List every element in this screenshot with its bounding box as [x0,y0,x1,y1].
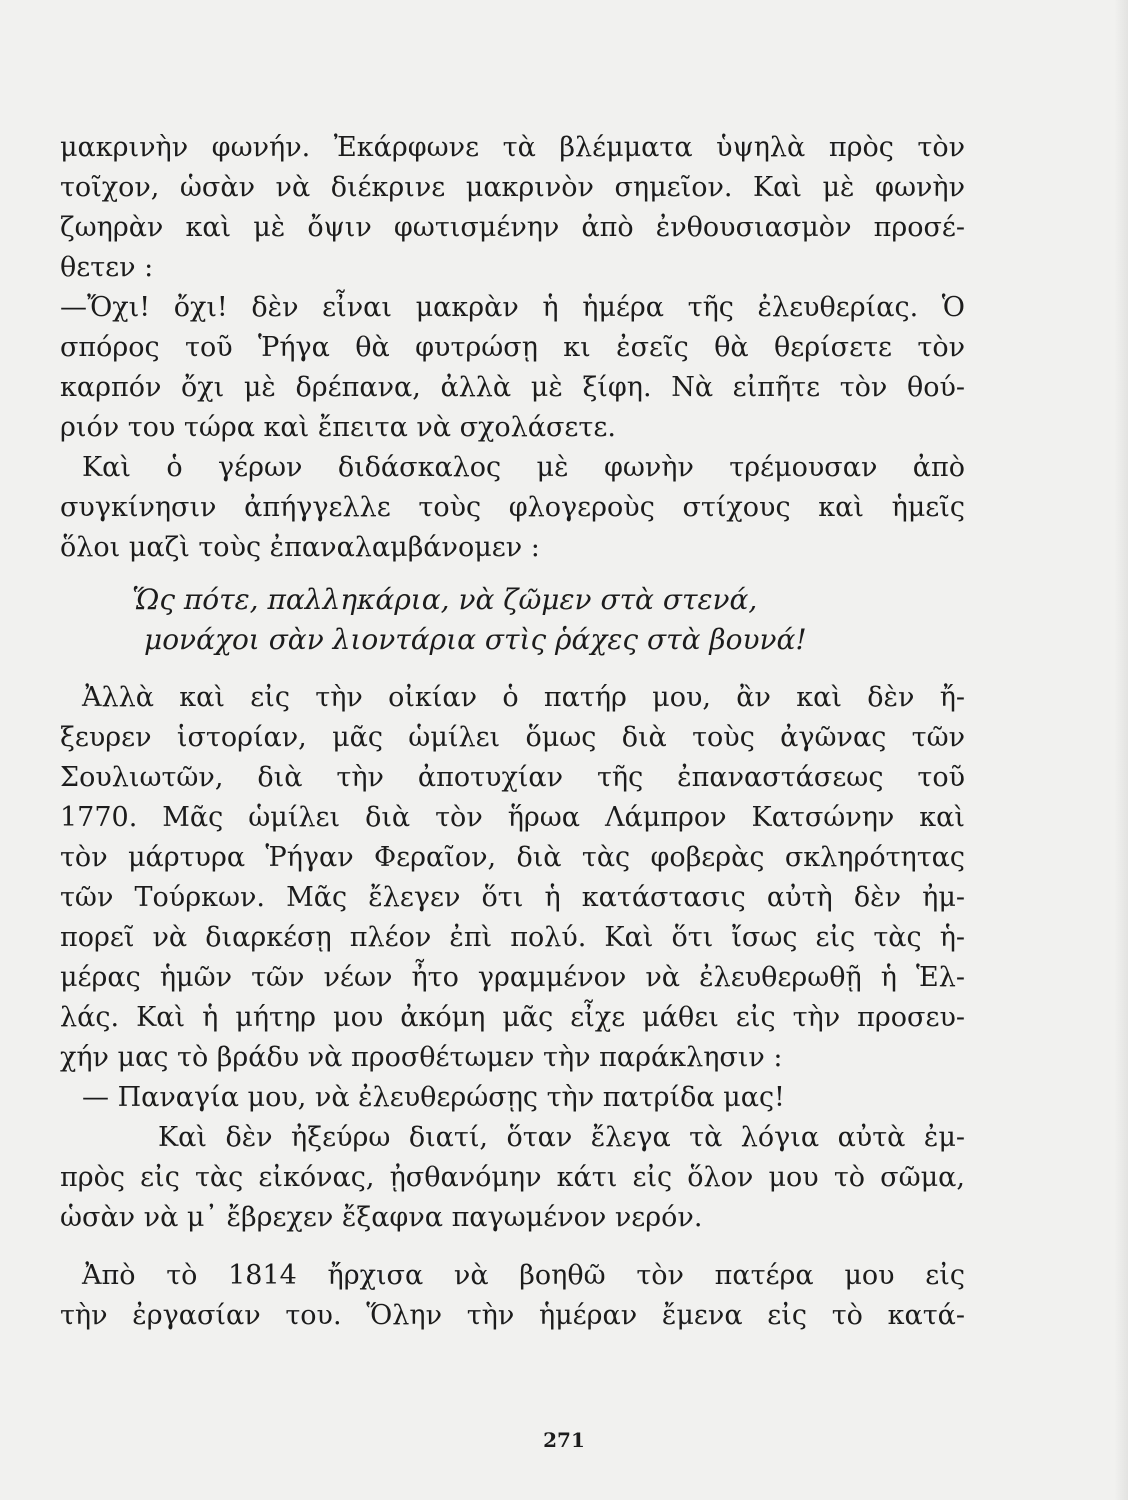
text-line: τῶν Τούρκων. Μᾶς ἔλεγεν ὅτι ἡ κατάστασις αὐτὴ δὲν ἠμ- [60,882,965,913]
text-line: ὅλοι μαζὶ τοὺς ἐπαναλαμβάνομεν : [60,532,540,563]
paragraph-start: Ἀπὸ τὸ 1814 ἤρχισα νὰ βοηθῶ τὸν πατέρα μου εἰς [82,1260,965,1291]
text-line: 1770. Μᾶς ὡμίλει διὰ τὸν ἥρωα Λάμπρον Κατσώνην καὶ [60,802,965,833]
text-line: τὴν ἐργασίαν του. Ὅλην τὴν ἡμέραν ἔμενα εἰς τὸ κατά- [60,1300,965,1331]
text-line: θετεν : [60,252,154,283]
text-line: μακρινὴν φωνήν. Ἐκάρφωνε τὰ βλέμματα ὑψηλὰ πρὸς τὸν [60,132,965,163]
text-line: πρὸς εἰς τὰς εἰκόνας, ᾐσθανόμην κάτι εἰς ὅλον μου τὸ σῶμα, [60,1162,965,1193]
text-line: πορεῖ νὰ διαρκέσῃ πλέον ἐπὶ πολύ. Καὶ ὅτι ἴσως εἰς τὰς ἡ- [60,922,965,953]
text-line: τὸν μάρτυρα Ῥήγαν Φεραῖον, διὰ τὰς φοβερὰς σκληρότητας [60,842,965,873]
text-line: τοῖχον, ὡσὰν νὰ διέκρινε μακρινὸν σημεῖον. Καὶ μὲ φωνὴν [60,172,965,203]
page-number: 271 [543,1428,585,1452]
spacer [60,660,965,678]
verse-line: Ὥς πότε, παλληκάρια, νὰ ζῶμεν στὰ στενά, [132,583,758,616]
verse-line: μονάχοι σὰν λιοντάρια στὶς ῥάχες στὰ βουνά! [144,623,807,656]
text-line: συγκίνησιν ἀπήγγελλε τοὺς φλογεροὺς στίχους καὶ ἡμεῖς [60,492,965,523]
paragraph-start: Καὶ ὁ γέρων διδάσκαλος μὲ φωνὴν τρέμουσαν ἀπὸ [82,452,965,483]
text-line: ὡσὰν νὰ μ᾿ ἔβρεχεν ἔξαφνα παγωμένον νερόν. [60,1202,703,1233]
body-text [60,128,965,1336]
spacer [60,568,965,580]
text-line: ξευρεν ἱστορίαν, μᾶς ὡμίλει ὅμως διὰ τοὺς ἀγῶνας τῶν [60,722,965,753]
text-line: καρπόν ὄχι μὲ δρέπανα, ἀλλὰ μὲ ξίφη. Νὰ εἰπῆτε τὸν θού- [60,372,965,403]
text-line: ριόν του τώρα καὶ ἔπειτα νὰ σχολάσετε. [60,412,616,443]
text-line: σπόρος τοῦ Ῥήγα θὰ φυτρώσῃ κι ἐσεῖς θὰ θερίσετε τὸν [60,332,965,363]
dialogue-line: —Ὄχι! ὄχι! δὲν εἶναι μακρὰν ἡ ἡμέρα τῆς ἐλευθερίας. Ὁ [60,292,965,323]
text-line: Σουλιωτῶν, διὰ τὴν ἀποτυχίαν τῆς ἐπαναστάσεως τοῦ [60,762,965,793]
dialogue-line: — Παναγία μου, νὰ ἐλευθερώσῃς τὴν πατρίδα μας! [82,1082,785,1113]
paragraph-start: Καὶ δὲν ἠξεύρω διατί, ὅταν ἔλεγα τὰ λόγια αὐτὰ ἐμ- [158,1122,965,1153]
paragraph-start: Ἀλλὰ καὶ εἰς τὴν οἰκίαν ὁ πατήρ μου, ἂν καὶ δὲν ἤ- [82,682,965,713]
page-edge-shadow [1114,0,1128,1500]
text-line: μέρας ἡμῶν τῶν νέων ἦτο γραμμένον νὰ ἐλευθερωθῇ ἡ Ἑλ- [60,962,965,993]
text-line: ζωηρὰν καὶ μὲ ὄψιν φωτισμένην ἀπὸ ἐνθουσιασμὸν προσέ- [60,212,965,243]
spacer [60,1238,965,1256]
text-line: χήν μας τὸ βράδυ νὰ προσθέτωμεν τὴν παράκλησιν : [60,1042,783,1073]
text-line: λάς. Καὶ ἡ μήτηρ μου ἀκόμη μᾶς εἶχε μάθει εἰς τὴν προσευ- [60,1002,965,1033]
